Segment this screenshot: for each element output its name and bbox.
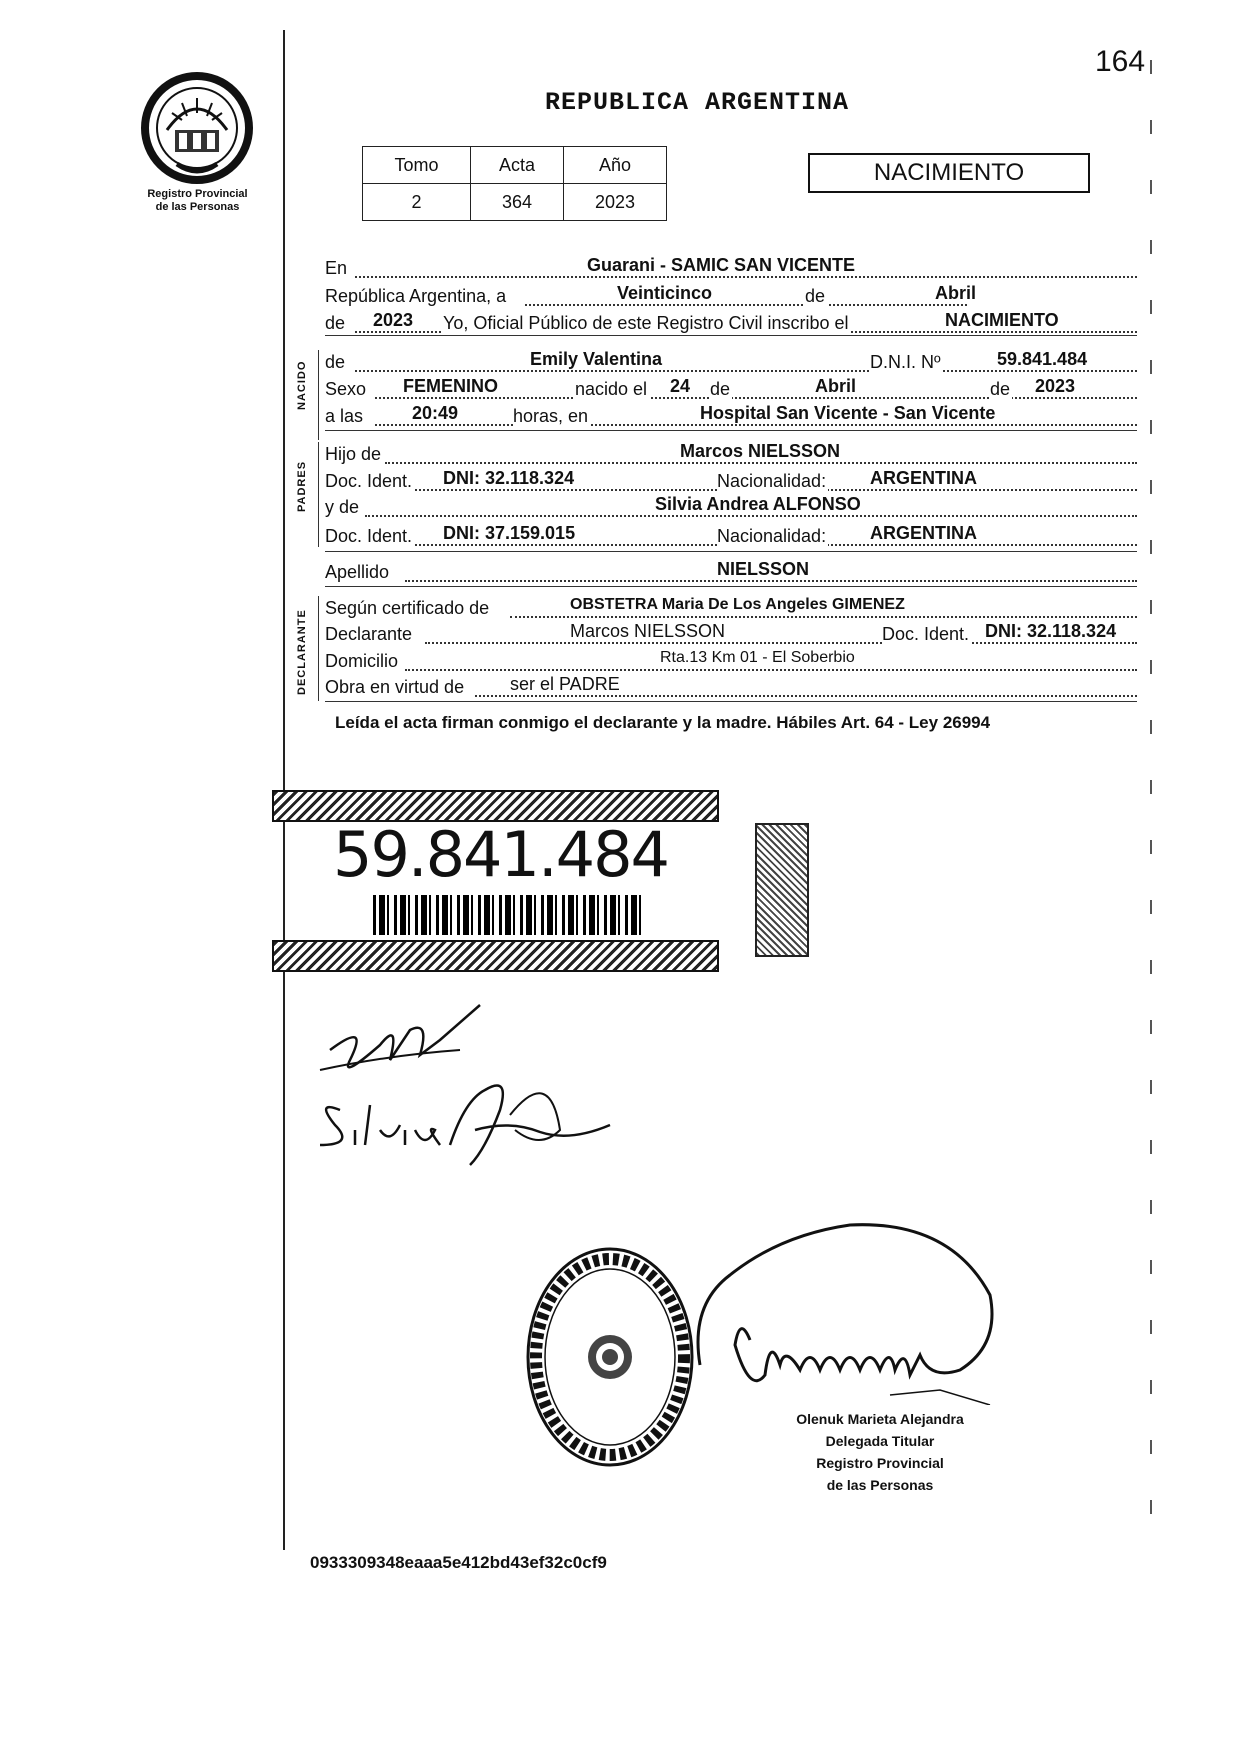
declarante-side-label: DECLARANTE <box>296 609 308 695</box>
cert-label: Según certificado de <box>325 598 490 618</box>
year-value: 2023 <box>373 310 414 330</box>
dni-value: 59.841.484 <box>997 349 1088 369</box>
row-obra <box>325 675 1137 699</box>
mother-doc-label: Doc. Ident. <box>325 526 413 546</box>
en-label: En <box>325 258 348 278</box>
provincial-seal-icon <box>137 68 257 188</box>
row-certificado <box>325 596 1137 620</box>
month-value: Abril <box>935 283 977 303</box>
registry-logo <box>137 68 257 188</box>
value-anio: 2023 <box>564 184 667 221</box>
nacido-el-label: nacido el <box>575 379 648 399</box>
de-label-2: de <box>325 313 346 333</box>
birth-year-value: 2023 <box>1035 376 1076 396</box>
father-nat-label: Nacionalidad: <box>717 471 827 491</box>
apellido-label: Apellido <box>325 562 390 582</box>
record-table <box>362 146 667 221</box>
right-margin-marks <box>1150 60 1152 1560</box>
time-value: 20:49 <box>412 403 459 423</box>
header-anio: Año <box>564 147 667 184</box>
logo-caption <box>125 188 270 214</box>
father-doc-value: DNI: 32.118.324 <box>443 468 575 488</box>
header-tomo: Tomo <box>363 147 471 184</box>
page-number: 164 <box>1095 45 1146 78</box>
official-org-1: Registro Provincial <box>816 1455 944 1471</box>
day-words-value: Veinticinco <box>617 283 713 303</box>
row-nombre <box>325 350 1137 374</box>
cert-value: OBSTETRA Maria De Los Angeles GIMENEZ <box>570 596 905 613</box>
mother-nat-label: Nacionalidad: <box>717 526 827 546</box>
de-label-1: de <box>805 286 826 306</box>
document-hash: 0933309348eaaa5e412bd43ef32c0cf9 <box>310 1553 607 1572</box>
row-apellido <box>325 560 1137 584</box>
decl-doc-value: DNI: 32.118.324 <box>985 621 1117 641</box>
logo-caption-line2: de las Personas <box>155 201 240 213</box>
row-en <box>325 256 1137 280</box>
row-mother-doc <box>325 524 1137 548</box>
de-label-4: de <box>710 379 731 399</box>
hijo-label: Hijo de <box>325 444 382 464</box>
padres-side-label: PADRES <box>296 460 308 512</box>
birth-day-value: 24 <box>670 376 691 396</box>
row-inscribo <box>325 311 1137 335</box>
official-seal-icon <box>518 1240 703 1475</box>
row-sexo <box>325 377 1137 401</box>
mother-nat-value: ARGENTINA <box>870 523 977 543</box>
mother-doc-value: DNI: 37.159.015 <box>443 523 576 543</box>
de-label-3: de <box>325 352 346 372</box>
row-declarante <box>325 622 1137 646</box>
nacido-side-label: NACIDO <box>296 360 308 410</box>
barcode-number: 59.841.484 <box>333 818 668 891</box>
apellido-value: NIELSSON <box>717 559 810 579</box>
official-name: Olenuk Marieta Alejandra <box>796 1411 964 1427</box>
father-doc-label: Doc. Ident. <box>325 471 413 491</box>
row-domicilio <box>325 649 1137 673</box>
birth-month-value: Abril <box>815 376 857 396</box>
place-value: Guarani - SAMIC SAN VICENTE <box>587 255 856 275</box>
row-father-doc <box>325 469 1137 493</box>
official-block <box>760 1408 1000 1496</box>
record-table-header <box>363 147 667 184</box>
republica-label: República Argentina, a <box>325 286 507 306</box>
decl-value: Marcos NIELSSON <box>570 621 726 641</box>
row-hora <box>325 404 1137 428</box>
record-table-values <box>363 184 667 221</box>
value-tomo: 2 <box>363 184 471 221</box>
mother-value: Silvia Andrea ALFONSO <box>655 494 861 514</box>
row-ydem <box>325 495 1137 519</box>
birth-place-value: Hospital San Vicente - San Vicente <box>700 403 996 423</box>
inscribo-value: NACIMIENTO <box>945 310 1059 330</box>
mother-signature-icon <box>310 1070 630 1180</box>
oficial-text: Yo, Oficial Público de este Registro Civil inscribo el <box>443 313 849 333</box>
dom-value: Rta.13 Km 01 - El Soberbio <box>660 649 855 666</box>
dom-label: Domicilio <box>325 651 399 671</box>
a-las-label: a las <box>325 406 364 426</box>
logo-caption-line1: Registro Provincial <box>147 188 248 200</box>
header-acta: Acta <box>471 147 564 184</box>
page-title: REPUBLICA ARGENTINA <box>545 88 850 117</box>
obra-value: ser el PADRE <box>510 674 620 694</box>
father-value: Marcos NIELSSON <box>680 441 841 461</box>
act-type-box: NACIMIENTO <box>808 153 1090 193</box>
official-signature-icon <box>690 1205 1040 1405</box>
obra-label: Obra en virtud de <box>325 677 465 697</box>
de-label-5: de <box>990 379 1011 399</box>
horas-label: horas, en <box>513 406 589 426</box>
decl-doc-label: Doc. Ident. <box>882 624 970 644</box>
barcode-band-bottom <box>272 940 719 972</box>
father-nat-value: ARGENTINA <box>870 468 977 488</box>
row-hijo <box>325 442 1137 466</box>
name-value: Emily Valentina <box>530 349 663 369</box>
closing-text: Leída el acta firman conmigo el declarante y la madre. Hábiles Art. 64 - Ley 26994 <box>335 713 991 732</box>
dni-label: D.N.I. Nº <box>870 352 941 372</box>
official-role: Delegada Titular <box>825 1433 935 1449</box>
row-republica <box>325 284 1137 308</box>
barcode-bars <box>373 895 643 935</box>
yde-label: y de <box>325 497 360 517</box>
value-acta: 364 <box>471 184 564 221</box>
hologram-sticker <box>755 823 809 957</box>
sexo-label: Sexo <box>325 379 367 399</box>
sexo-value: FEMENINO <box>403 376 499 396</box>
decl-label: Declarante <box>325 624 413 644</box>
official-org-2: de las Personas <box>826 1477 934 1493</box>
